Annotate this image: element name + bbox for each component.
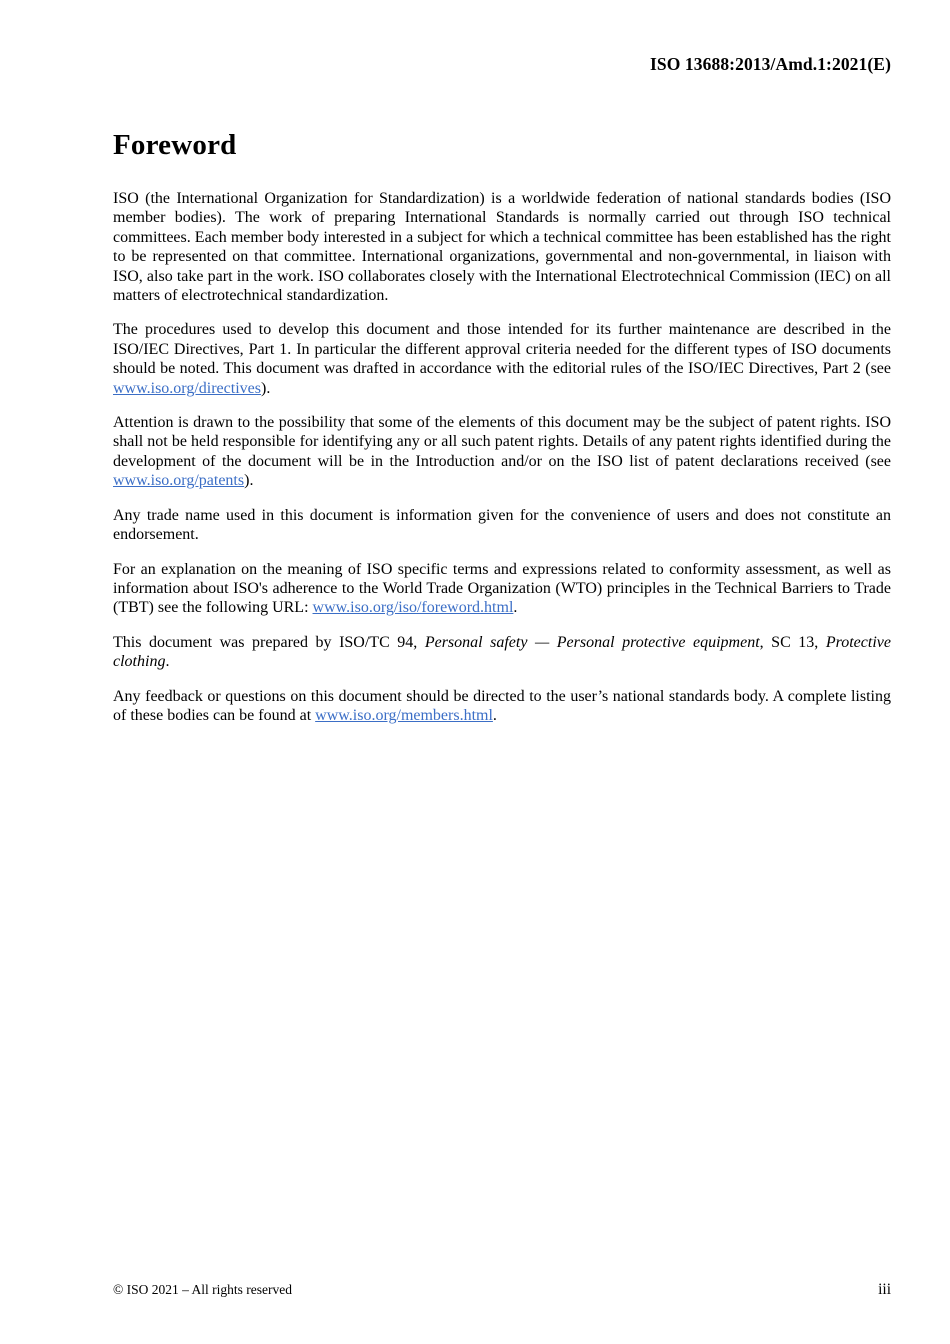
document-reference: ISO 13688:2013/Amd.1:2021(E) — [650, 54, 891, 74]
subcommittee-title-italic: Protective clothing — [113, 633, 891, 671]
text-run: . — [513, 599, 518, 617]
paragraph-prepared-by — [113, 633, 891, 672]
text-run: . — [492, 706, 497, 724]
document-content — [113, 129, 891, 740]
text-run: Attention is drawn to the possibility that some of the elements of this document may be the subject of patent rights. ISO shall not be held responsible for identifying any or all such patent rights. Details of any patent rights identified during the development of the document will be in the Introduction and/or on the ISO list of patent declarations received (see — [113, 414, 891, 470]
link-iso-patents[interactable]: www.iso.org/patents — [113, 472, 245, 490]
paragraph-trade-name — [113, 506, 891, 545]
paragraph-wto-tbt — [113, 560, 891, 618]
text-run: ). — [244, 472, 254, 490]
text-run: Any feedback or questions on this document should be directed to the user’s national standards body. A complete listing of these bodies can be found at — [113, 687, 891, 724]
page-title: Foreword — [113, 129, 237, 161]
text-run: ISO (the International Organization for Standardization) is a worldwide federation of national standards bodies (ISO member bodies). The work of preparing International Standards is normally carried out through ISO technical committees. Each member body interested in a subject for which a technical committee has been established has the right to be represented on that committee. International organizations, governmental and non-governmental, in liaison with ISO, also take part in the work. ISO collaborates closely with the International Electrotechnical Commission (IEC) on all matters of electrotechnical standardization. — [113, 190, 891, 305]
text-run: For an explanation on the meaning of ISO specific terms and expressions related to conformity assessment, as well as information about ISO's adherence to the World Trade Organization (WTO) principles in the Technical Barriers to Trade (TBT) see the following URL: — [113, 560, 891, 617]
text-run: ). — [260, 379, 271, 397]
paragraph-feedback — [113, 687, 891, 726]
copyright-notice: © ISO 2021 – All rights reserved — [113, 1282, 292, 1297]
link-iso-directives[interactable]: www.iso.org/directives — [113, 379, 261, 397]
link-iso-foreword-html[interactable]: www.iso.org/iso/foreword.html — [312, 599, 514, 617]
page-number: iii — [878, 1281, 891, 1298]
text-run: , SC 13, — [759, 633, 826, 651]
text-run: Any trade name used in this document is information given for the convenience of users and does not constitute an endorsement. — [113, 506, 891, 544]
committee-title-italic: Personal safety — Personal protective equipment — [424, 633, 760, 651]
text-run: The procedures used to develop this document and those intended for its further maintenance are described in the ISO/IEC Directives, Part 1. In particular the different approval criteria needed for the different types of ISO documents should be noted. This document was drafted in accordance with the editorial rules of the ISO/IEC Directives, Part 2 (see — [113, 321, 891, 378]
paragraph-iso-federation — [113, 189, 891, 305]
paragraph-patent-rights — [113, 413, 891, 491]
page-header — [650, 54, 891, 75]
text-run: . — [165, 653, 170, 671]
text-run: This document was prepared by ISO/TC 94, — [113, 633, 425, 651]
paragraph-procedures — [113, 320, 891, 398]
page-footer — [113, 1281, 891, 1299]
link-iso-members-html[interactable]: www.iso.org/members.html — [315, 706, 493, 724]
